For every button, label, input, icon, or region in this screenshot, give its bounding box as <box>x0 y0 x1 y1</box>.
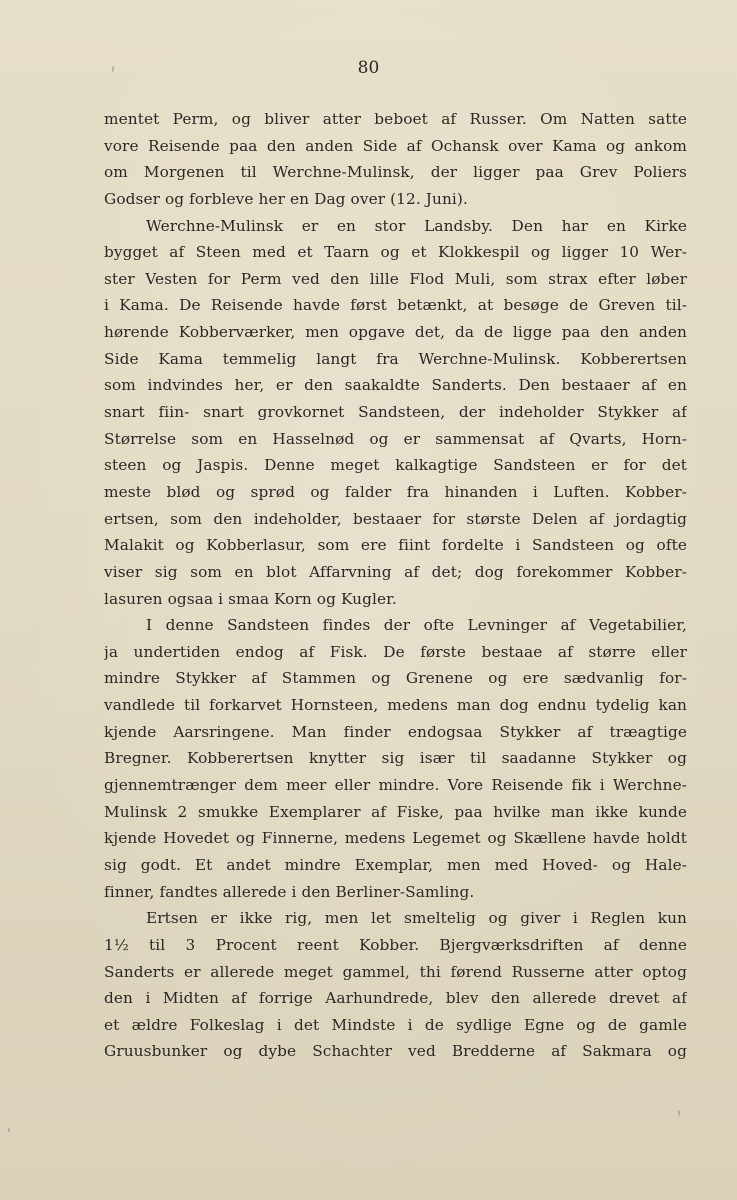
text-line: gjennemtrænger dem meer eller mindre. Vore Reisende fik i Werchne- <box>104 776 687 795</box>
text-line: kjende Aarsringene. Man finder endogsaa Stykker af træagtige <box>104 722 687 741</box>
text-line: den i Midten af forrige Aarhundrede, blev den allerede drevet af <box>104 989 687 1008</box>
text-line: Malakit og Kobberlasur, som ere fiint fordelte i Sandsteen og ofte <box>104 536 687 555</box>
text-line: 1½ til 3 Procent reent Kobber. Bjergværksdriften af denne <box>104 935 687 954</box>
body-text <box>104 106 687 1065</box>
text-line: viser sig som en blot Affarvning af det; dog forekommer Kobber- <box>104 562 687 581</box>
text-line: ertsen, som den indeholder, bestaaer for største Delen af jordagtig <box>104 509 687 528</box>
text-line: som indvindes her, er den saakaldte Sanderts. Den bestaaer af en <box>104 376 687 395</box>
paper-speck <box>8 1128 10 1132</box>
paper-speck <box>678 1110 680 1116</box>
text-line: et ældre Folkeslag i det Mindste i de sydlige Egne og de gamle <box>104 1015 687 1034</box>
text-line: sig godt. Et andet mindre Exemplar, men med Hoved- og Hale- <box>104 855 687 874</box>
text-line: finner, fandtes allerede i den Berliner-Samling. <box>104 882 475 901</box>
page-number: 80 <box>357 58 380 78</box>
text-line: kjende Hovedet og Finnerne, medens Legemet og Skællene havde holdt <box>104 829 687 848</box>
text-line: lasuren ogsaa i smaa Korn og Kugler. <box>104 589 397 608</box>
text-line: vandlede til forkarvet Hornsteen, medens man dog endnu tydelig kan <box>104 696 687 715</box>
text-line: ster Vesten for Perm ved den lille Flod Muli, som strax efter løber <box>104 269 687 288</box>
text-line: Bregner. Kobberertsen knytter sig især til saadanne Stykker og <box>104 749 687 768</box>
text-line: meste blød og sprød og falder fra hinanden i Luften. Kobber- <box>104 482 687 501</box>
text-line: Sanderts er allerede meget gammel, thi førend Russerne atter optog <box>104 962 687 981</box>
text-line: Ertsen er ikke rig, men let smeltelig og giver i Reglen kun <box>146 909 687 928</box>
text-line: Størrelse som en Hasselnød og er sammensat af Qvarts, Horn- <box>104 429 687 448</box>
text-line: Side Kama temmelig langt fra Werchne-Mulinsk. Kobberertsen <box>104 349 687 368</box>
text-line: mentet Perm, og bliver atter beboet af Russer. Om Natten satte <box>104 110 687 128</box>
text-line: Gruusbunker og dybe Schachter ved Bredderne af Sakmara og <box>104 1042 687 1061</box>
text-line: i Kama. De Reisende havde først betænkt, at besøge de Greven til- <box>104 296 687 315</box>
text-line: ja undertiden endog af Fisk. De første bestaae af større eller <box>104 642 687 661</box>
text-line: mindre Stykker af Stammen og Grenene og ere sædvanlig for- <box>104 669 687 688</box>
text-line: I denne Sandsteen findes der ofte Levninger af Vegetabilier, <box>146 616 687 635</box>
text-line: snart fiin- snart grovkornet Sandsteen, der indeholder Stykker af <box>104 403 687 422</box>
paper-speck <box>112 66 114 72</box>
text-line: hørende Kobberværker, men opgave det, da de ligge paa den anden <box>104 323 687 342</box>
text-line: steen og Jaspis. Denne meget kalkagtige Sandsteen er for det <box>104 456 687 475</box>
text-line: Mulinsk 2 smukke Exemplarer af Fiske, paa hvilke man ikke kunde <box>104 802 687 821</box>
text-line: vore Reisende paa den anden Side af Ochansk over Kama og ankom <box>104 136 687 155</box>
text-line: om Morgenen til Werchne-Mulinsk, der ligger paa Grev Poliers <box>104 163 687 182</box>
text-line: Godser og forbleve her en Dag over (12. Juni). <box>104 189 468 208</box>
text-line: bygget af Steen med et Taarn og et Klokkespil og ligger 10 Wer- <box>104 243 687 262</box>
text-line: Werchne-Mulinsk er en stor Landsby. Den har en Kirke <box>146 216 687 235</box>
